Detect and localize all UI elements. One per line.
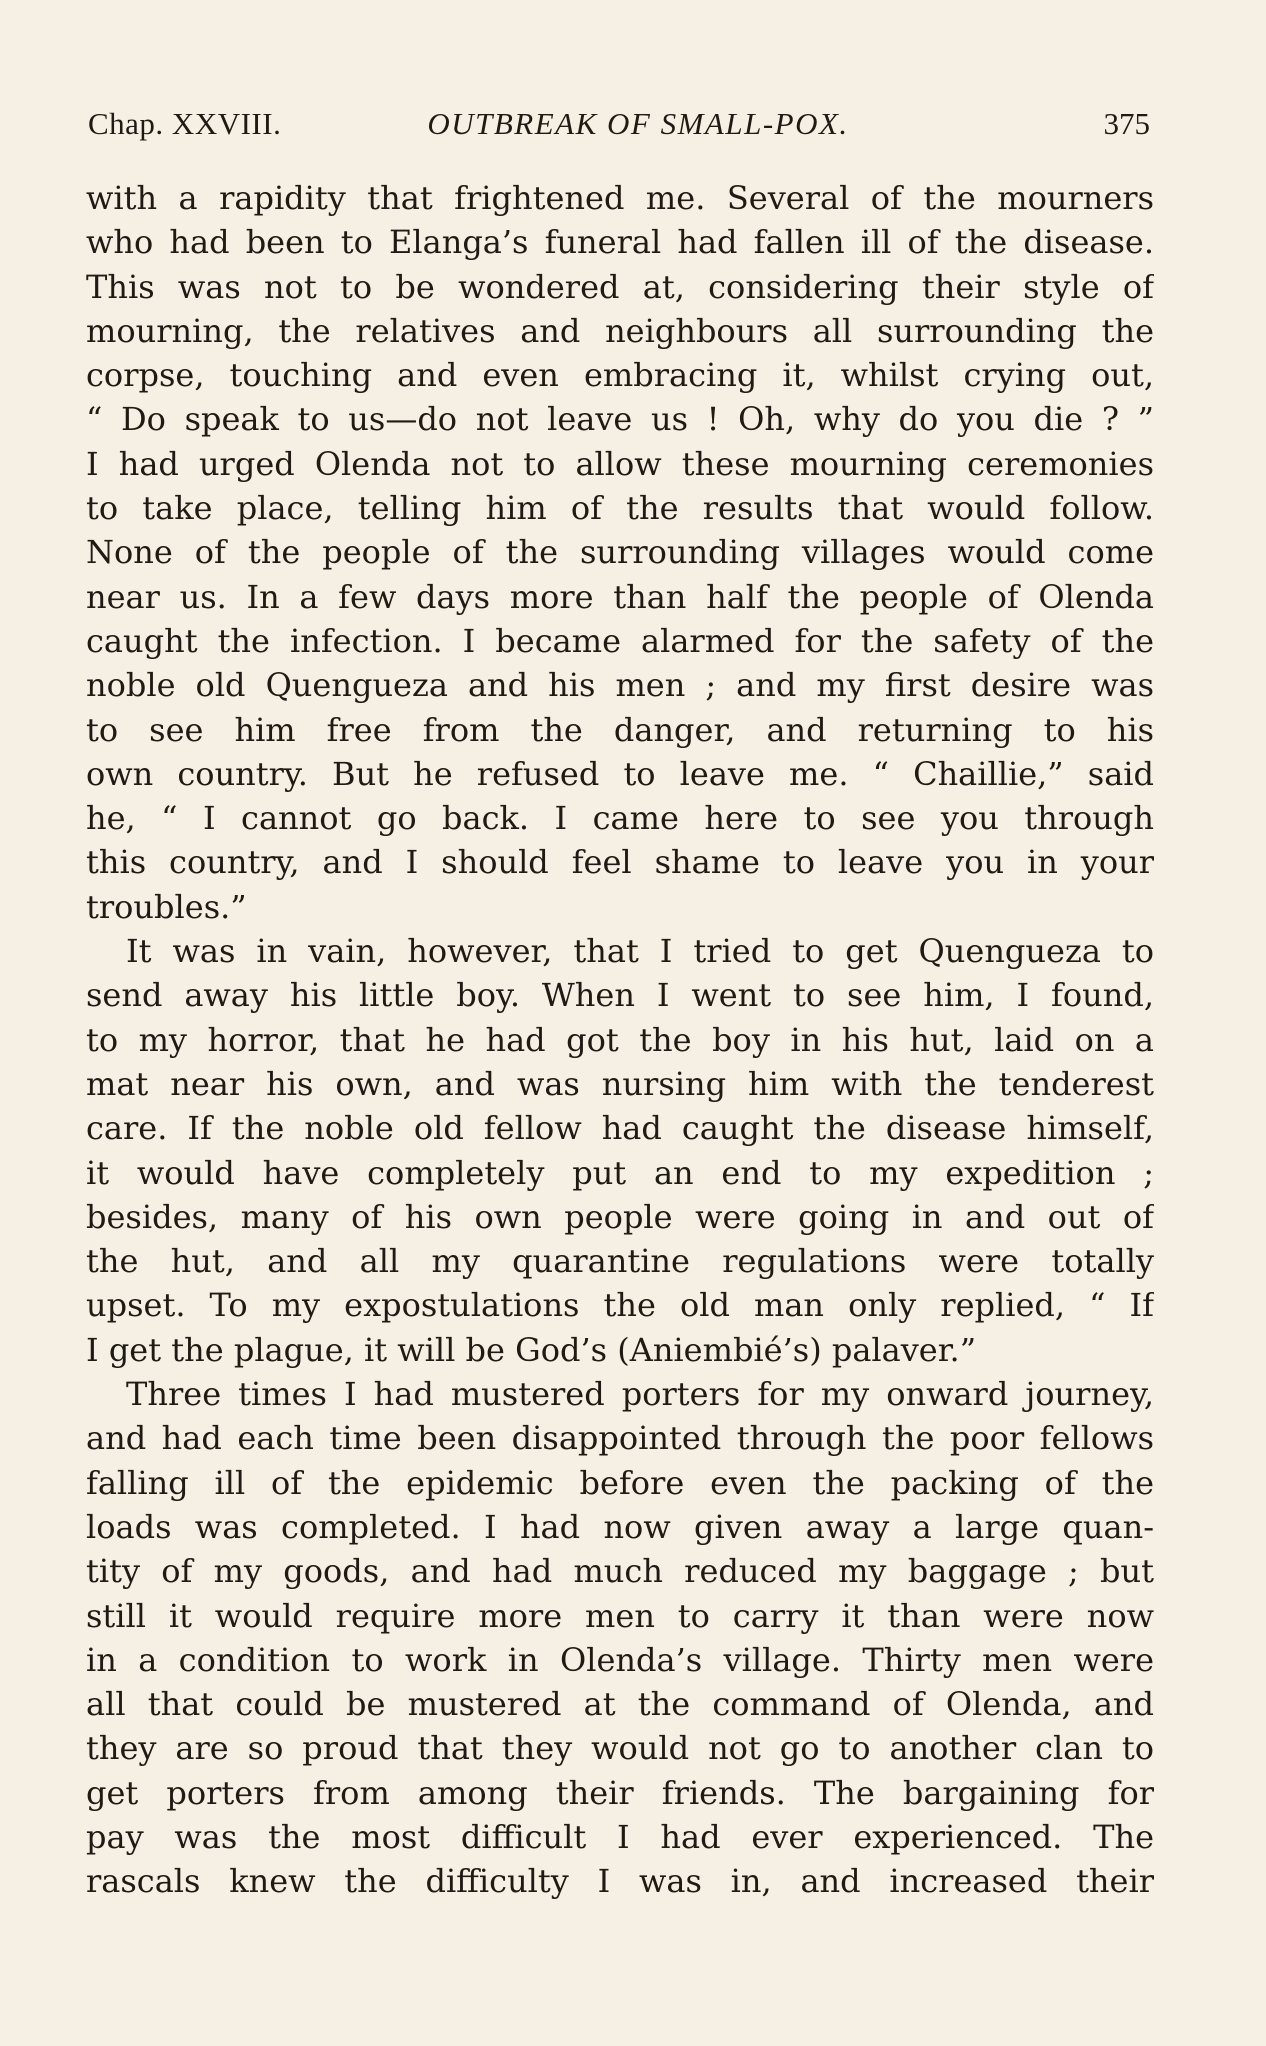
paragraph-first-line: It was in vain, however, that I tried to get Quengueza to	[126, 932, 1154, 971]
text-line: this country, and I should feel shame to leave you in your	[86, 843, 1154, 882]
text-line: pay was the most difficult I had ever experienced. The	[86, 1817, 1154, 1856]
text-line: upset. To my expostulations the old man only replied, “ If	[86, 1286, 1154, 1325]
paragraph-end-line: I get the plague, it will be God’s (Aniembié’s) palaver.”	[86, 1330, 977, 1369]
text-line: in a condition to work in Olenda’s village. Thirty men were	[86, 1640, 1154, 1679]
text-line: mat near his own, and was nursing him with the tenderest	[86, 1064, 1154, 1103]
running-header	[88, 104, 1150, 144]
text-line: get porters from among their friends. The bargaining for	[86, 1773, 1154, 1812]
body-text	[86, 176, 1154, 1904]
text-line: own country. But he refused to leave me. “ Chaillie,” said	[86, 754, 1154, 793]
text-line: with a rapidity that frightened me. Several of the mourners	[86, 179, 1154, 217]
text-line: tity of my goods, and had much reduced my baggage ; but	[86, 1552, 1154, 1591]
text-line: still it would require more men to carry it than were now	[86, 1596, 1154, 1635]
chapter-label: Chap. XXVIII.	[88, 106, 282, 141]
text-line: to take place, telling him of the results that would follow.	[86, 489, 1154, 528]
paragraph-end-line: troubles.”	[86, 887, 247, 926]
chapter-title: OUTBREAK OF SMALL-POX.	[427, 106, 849, 141]
text-line: rascals knew the difficulty I was in, and increased their	[86, 1862, 1154, 1901]
page-number: 375	[1103, 106, 1150, 141]
text-line: the hut, and all my quarantine regulations were totally	[86, 1242, 1154, 1281]
text-line: who had been to Elanga’s funeral had fallen ill of the disease.	[86, 223, 1154, 262]
text-line: noble old Quengueza and his men ; and my first desire was	[86, 666, 1154, 705]
text-line: besides, many of his own people were going in and out of	[86, 1197, 1154, 1236]
paragraph-first-line: Three times I had mustered porters for my onward journey,	[126, 1375, 1154, 1414]
text-line: I had urged Olenda not to allow these mourning ceremonies	[86, 444, 1154, 483]
text-line: to my horror, that he had got the boy in his hut, laid on a	[86, 1020, 1154, 1059]
text-line: all that could be mustered at the command of Olenda, and	[86, 1685, 1154, 1724]
text-line: send away his little boy. When I went to see him, I found,	[86, 976, 1154, 1015]
text-line: caught the infection. I became alarmed for the safety of the	[86, 621, 1154, 660]
text-line: it would have completely put an end to my expedition ;	[86, 1153, 1154, 1192]
text-line: mourning, the relatives and neighbours all surrounding the	[86, 311, 1154, 350]
text-line: None of the people of the surrounding villages would come	[86, 533, 1154, 572]
text-line: care. If the noble old fellow had caught the disease himself,	[86, 1109, 1154, 1148]
text-line: falling ill of the epidemic before even the packing of the	[86, 1463, 1154, 1502]
text-line: corpse, touching and even embracing it, whilst crying out,	[86, 356, 1154, 395]
text-line: they are so proud that they would not go to another clan to	[86, 1729, 1154, 1768]
text-line: near us. In a few days more than half the people of Olenda	[86, 577, 1154, 616]
text-line: he, “ I cannot go back. I came here to see you through	[86, 799, 1154, 838]
text-line: This was not to be wondered at, considering their style of	[86, 267, 1154, 306]
text-line: “ Do speak to us—do not leave us ! Oh, why do you die ? ”	[86, 400, 1154, 439]
text-line: loads was completed. I had now given away a large quan-	[86, 1507, 1154, 1546]
text-line: to see him free from the danger, and returning to his	[86, 710, 1154, 749]
text-line: and had each time been disappointed through the poor fellows	[86, 1419, 1154, 1458]
